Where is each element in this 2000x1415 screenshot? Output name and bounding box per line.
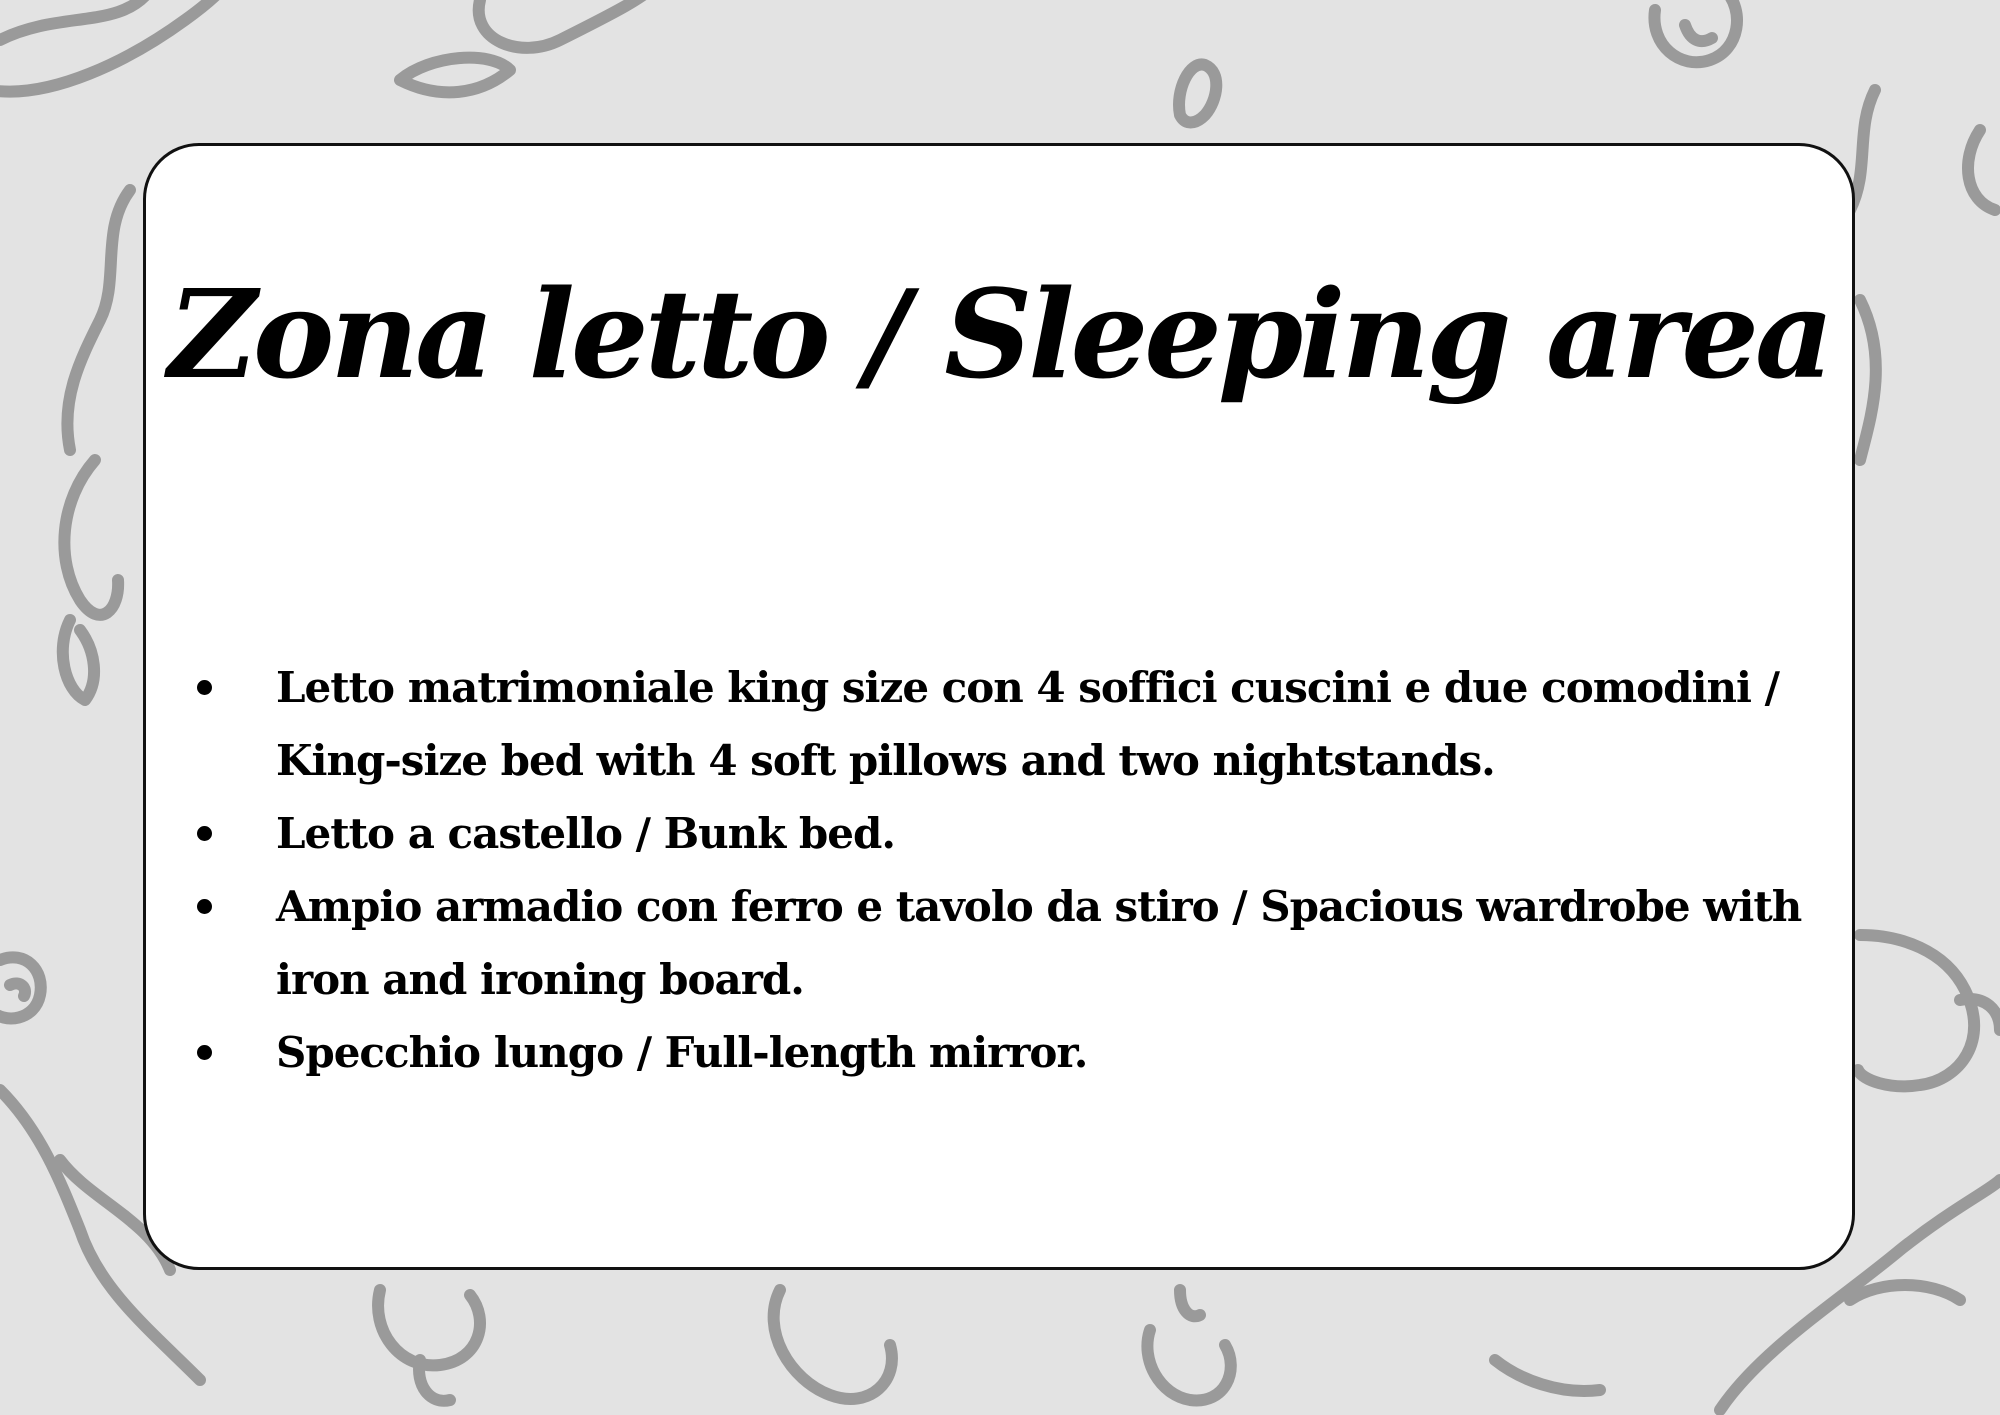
doodle-swirl <box>63 620 94 700</box>
list-item-text: Letto matrimoniale king size con 4 soffici cuscini e due comodini / King-size bed with 4 soft pillows and two nightstands. <box>276 663 1779 785</box>
list-item-text: Specchio lungo / Full-length mirror. <box>276 1028 1088 1077</box>
doodle-swirl <box>1968 130 1995 210</box>
doodle-swirl <box>67 190 130 450</box>
doodle-swirl <box>0 0 150 40</box>
doodle-swirl <box>1860 300 1876 460</box>
doodle-swirl <box>479 0 660 48</box>
doodle-swirl <box>774 1290 892 1399</box>
doodle-swirl <box>1495 1360 1600 1391</box>
amenities-list <box>193 651 1833 1089</box>
doodle-swirl <box>1858 935 1974 1086</box>
doodle-swirl <box>64 460 118 615</box>
list-item-text: Letto a castello / Bunk bed. <box>276 809 895 858</box>
doodle-swirl <box>1147 1330 1230 1400</box>
doodle-swirl <box>1179 64 1216 122</box>
info-card <box>143 143 1855 1270</box>
list-item-text: Ampio armadio con ferro e tavolo da stiro / Spacious wardrobe with iron and ironing board. <box>276 882 1802 1004</box>
doodle-swirl <box>1654 0 1737 62</box>
list-item <box>193 797 1833 870</box>
bullet-icon <box>197 680 212 695</box>
bullet-icon <box>197 826 212 841</box>
doodle-swirl <box>1180 1290 1200 1316</box>
list-item <box>193 1016 1833 1089</box>
bullet-icon <box>197 1045 212 1060</box>
bullet-icon <box>197 899 212 914</box>
doodle-swirl <box>1850 1285 1960 1300</box>
list-item <box>193 870 1833 1016</box>
doodle-swirl <box>1685 25 1712 41</box>
doodle-swirl <box>400 58 510 93</box>
doodle-swirl <box>378 1290 480 1365</box>
list-item <box>193 651 1833 797</box>
page-title: Zona letto / Sleeping area <box>167 262 1831 406</box>
doodle-swirl <box>10 983 25 996</box>
